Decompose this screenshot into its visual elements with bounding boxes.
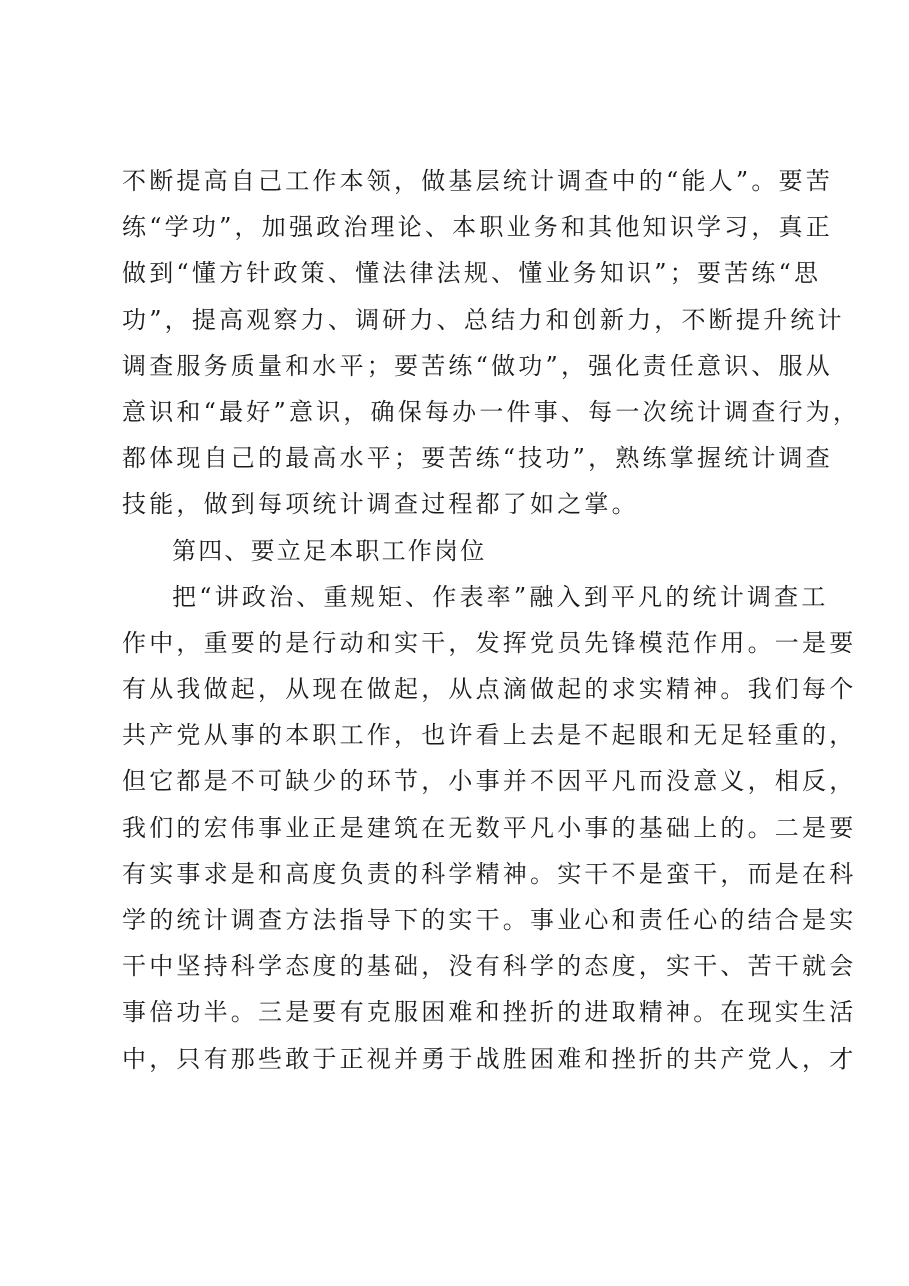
text-line: 调查服务质量和水平；要苦练“做功”，强化责任意识、服从: [122, 351, 833, 380]
text-line: 但它都是不可缺少的环节，小事并不因平凡而没意义，相反，: [122, 767, 857, 796]
text-line: 把“讲政治、重规矩、作表率”融入到平凡的统计调查工: [172, 582, 829, 611]
text-line: 有实事求是和高度负责的科学精神。实干不是蛮干，而是在科: [122, 859, 857, 888]
text-line: 作中，重要的是行动和实干，发挥党员先锋模范作用。一是要: [122, 628, 857, 657]
text-line: 干中坚持科学态度的基础，没有科学的态度，实干、苦干就会: [122, 952, 857, 981]
text-line: 不断提高自己工作本领，做基层统计调查中的“能人”。要苦: [122, 167, 833, 195]
text-line: 共产党从事的本职工作，也许看上去是不起眼和无足轻重的，: [122, 721, 857, 750]
text-line: 有从我做起，从现在做起，从点滴做起的求实精神。我们每个: [122, 675, 857, 704]
text-line: 技能，做到每项统计调查过程都了如之掌。: [122, 490, 639, 519]
text-line: 中，只有那些敢于正视并勇于战胜困难和挫折的共产党人，才: [122, 1044, 857, 1073]
text-line: 意识和“最好”意识，确保每办一件事、每一次统计调查行为，: [122, 397, 861, 426]
text-line: 功”，提高观察力、调研力、总结力和创新力，不断提升统计: [122, 305, 845, 334]
text-line: 学的统计调查方法指导下的实干。事业心和责任心的结合是实: [122, 906, 857, 934]
text-line: 做到“懂方针政策、懂法律法规、懂业务知识”；要苦练“思: [122, 259, 822, 288]
text-line: 都体现自己的最高水平；要苦练“技功”，熟练掌握统计调查: [122, 444, 833, 473]
text-line: 我们的宏伟事业正是建筑在无数平凡小事的基础上的。二是要: [122, 813, 857, 842]
text-line: 事倍功半。三是要有克服困难和挫折的进取精神。在现实生活: [122, 998, 857, 1027]
body-text: [122, 158, 861, 1082]
text-line: 练“学功”，加强政治理论、本职业务和其他知识学习，真正: [122, 213, 833, 242]
section-heading: 第四、要立足本职工作岗位: [172, 536, 487, 565]
